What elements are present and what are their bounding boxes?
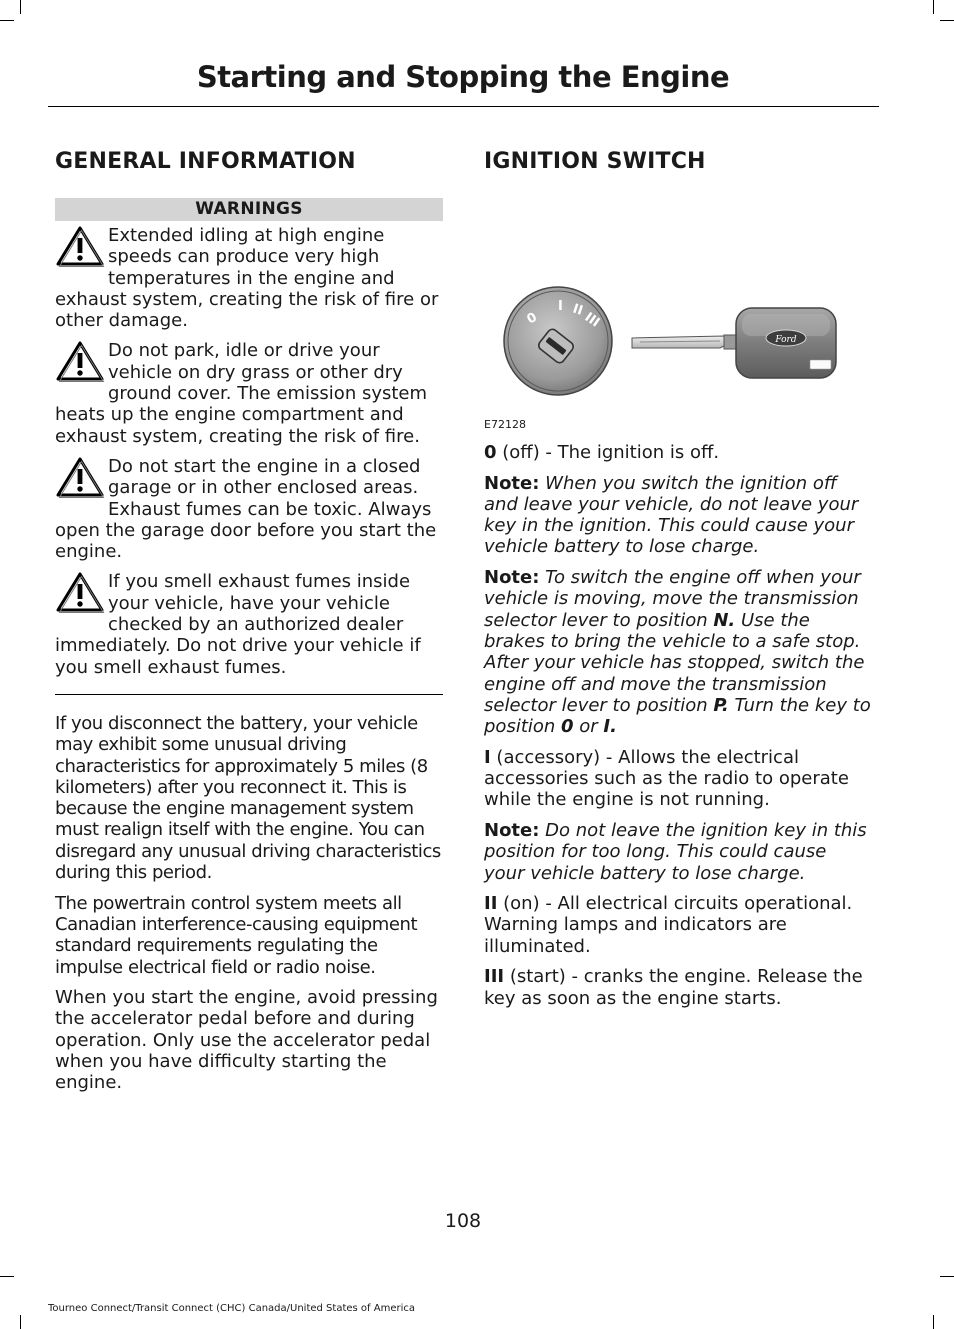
- warning-text: Do not park, idle or drive your vehicle on dry grass or other dry ground cover. The emission system heats up the engine compartment and exhaust system, creating the risk of fire.: [55, 340, 428, 447]
- warning-triangle-icon: [55, 455, 105, 501]
- warning-text: Do not start the engine in a closed garage or in other enclosed areas. Exhaust fumes can be toxic. Always open the garage door before you start the engine.: [55, 455, 437, 563]
- warning-triangle-icon: [55, 339, 105, 385]
- section-heading-ignition: IGNITION SWITCH: [484, 149, 706, 174]
- crop-mark: [933, 1315, 934, 1329]
- position-text: (start) - cranks the engine. Release the key as soon as the engine starts.: [484, 966, 863, 1009]
- figure-code: E72128: [484, 418, 526, 431]
- warning-triangle-icon: [55, 224, 105, 270]
- note-emphasis: I.: [603, 716, 617, 738]
- crop-mark: [0, 1276, 14, 1277]
- note-text: Use the brakes to bring the vehicle to a safe stop. After your vehicle has stopped, switch the engine off and move the transmission selector lever to position: [484, 609, 865, 716]
- switch-mark-0: 0: [524, 309, 540, 328]
- warnings-separator: [55, 694, 443, 695]
- ford-logo-text: Ford: [775, 335, 797, 345]
- crop-mark: [940, 20, 954, 21]
- note-text: Turn the key to position: [484, 694, 871, 738]
- page-number: 108: [444, 1210, 482, 1232]
- left-column: [55, 140, 443, 1103]
- warning-text: If you smell exhaust fumes inside your vehicle, have your vehicle checked by an authorized dealer immediately. Do not drive your vehicle if you smell exhaust fumes.: [55, 571, 421, 678]
- note-text: To switch the engine off when your vehicle is moving, move the transmission selector lever to position: [484, 567, 861, 631]
- note-emphasis: 0: [561, 716, 574, 738]
- body-paragraph: If you disconnect the battery, your vehicle may exhibit some unusual driving characteristics for approximately 5 miles (8 kilometers) after you reconnect it. This is because the engine management system must realign itself with the engine. You can disregard any unusual driving characteristics during this period.: [55, 712, 441, 884]
- note-text: or: [573, 716, 604, 738]
- ignition-switch-figure: [484, 188, 872, 431]
- position-label: I: [484, 746, 491, 768]
- crop-mark: [940, 1276, 954, 1277]
- crop-mark: [20, 1315, 21, 1329]
- right-column: [484, 140, 872, 1018]
- position-3-description: [484, 966, 872, 1009]
- position-0-description: [484, 442, 872, 463]
- warning-item: [55, 571, 443, 677]
- position-label: III: [484, 966, 505, 988]
- position-text: (off) - The ignition is off.: [496, 442, 720, 463]
- body-paragraph: The powertrain control system meets all Canadian interference-causing equipment standard requirements regulating the impulse electrical field or radio noise.: [55, 892, 418, 978]
- warning-item: [55, 456, 443, 562]
- position-label: 0: [484, 442, 497, 463]
- crop-mark: [933, 0, 934, 14]
- page-title: Starting and Stopping the Engine: [196, 60, 730, 94]
- note-paragraph: [484, 567, 872, 737]
- warnings-bar: WARNINGS: [55, 198, 443, 221]
- switch-mark-2: II: [570, 301, 585, 319]
- body-paragraph: When you start the engine, avoid pressing the accelerator pedal before and during operation. Only use the accelerator pedal when you have difficulty starting the engine.: [55, 987, 438, 1094]
- note-emphasis: N.: [713, 609, 736, 631]
- note-label: Note:: [484, 567, 540, 589]
- note-label: Note:: [484, 819, 540, 841]
- warning-item: [55, 225, 443, 331]
- note-paragraph: [484, 820, 872, 884]
- note-emphasis: P.: [713, 694, 729, 716]
- position-1-description: [484, 747, 872, 811]
- note-text: When you switch the ignition off and leave your vehicle, do not leave your key in the ignition. This could cause your vehicle battery to lose charge.: [484, 472, 859, 558]
- position-label: II: [484, 893, 498, 915]
- warning-triangle-icon: [55, 570, 105, 616]
- switch-mark-1: I: [558, 299, 563, 314]
- footer-text: Tourneo Connect/Transit Connect (CHC) Canada/United States of America: [48, 1303, 415, 1314]
- section-heading-general: GENERAL INFORMATION: [55, 149, 356, 174]
- warning-item: [55, 340, 443, 446]
- switch-mark-3: III: [581, 309, 603, 331]
- warning-text: Extended idling at high engine speeds can produce very high temperatures in the engine and exhaust system, creating the risk of fire or other damage.: [55, 225, 439, 332]
- title-rule: [48, 106, 879, 107]
- position-2-description: [484, 893, 872, 957]
- note-label: Note:: [484, 472, 540, 494]
- note-paragraph: [484, 473, 872, 558]
- crop-mark: [20, 0, 21, 14]
- crop-mark: [0, 20, 14, 21]
- position-text: (accessory) - Allows the electrical accessories such as the radio to operate while the engine is not running.: [484, 746, 849, 811]
- note-text: Do not leave the ignition key in this position for too long. This could cause your vehicle battery to lose charge.: [484, 819, 867, 884]
- position-text: (on) - All electrical circuits operational. Warning lamps and indicators are illuminated.: [484, 893, 853, 957]
